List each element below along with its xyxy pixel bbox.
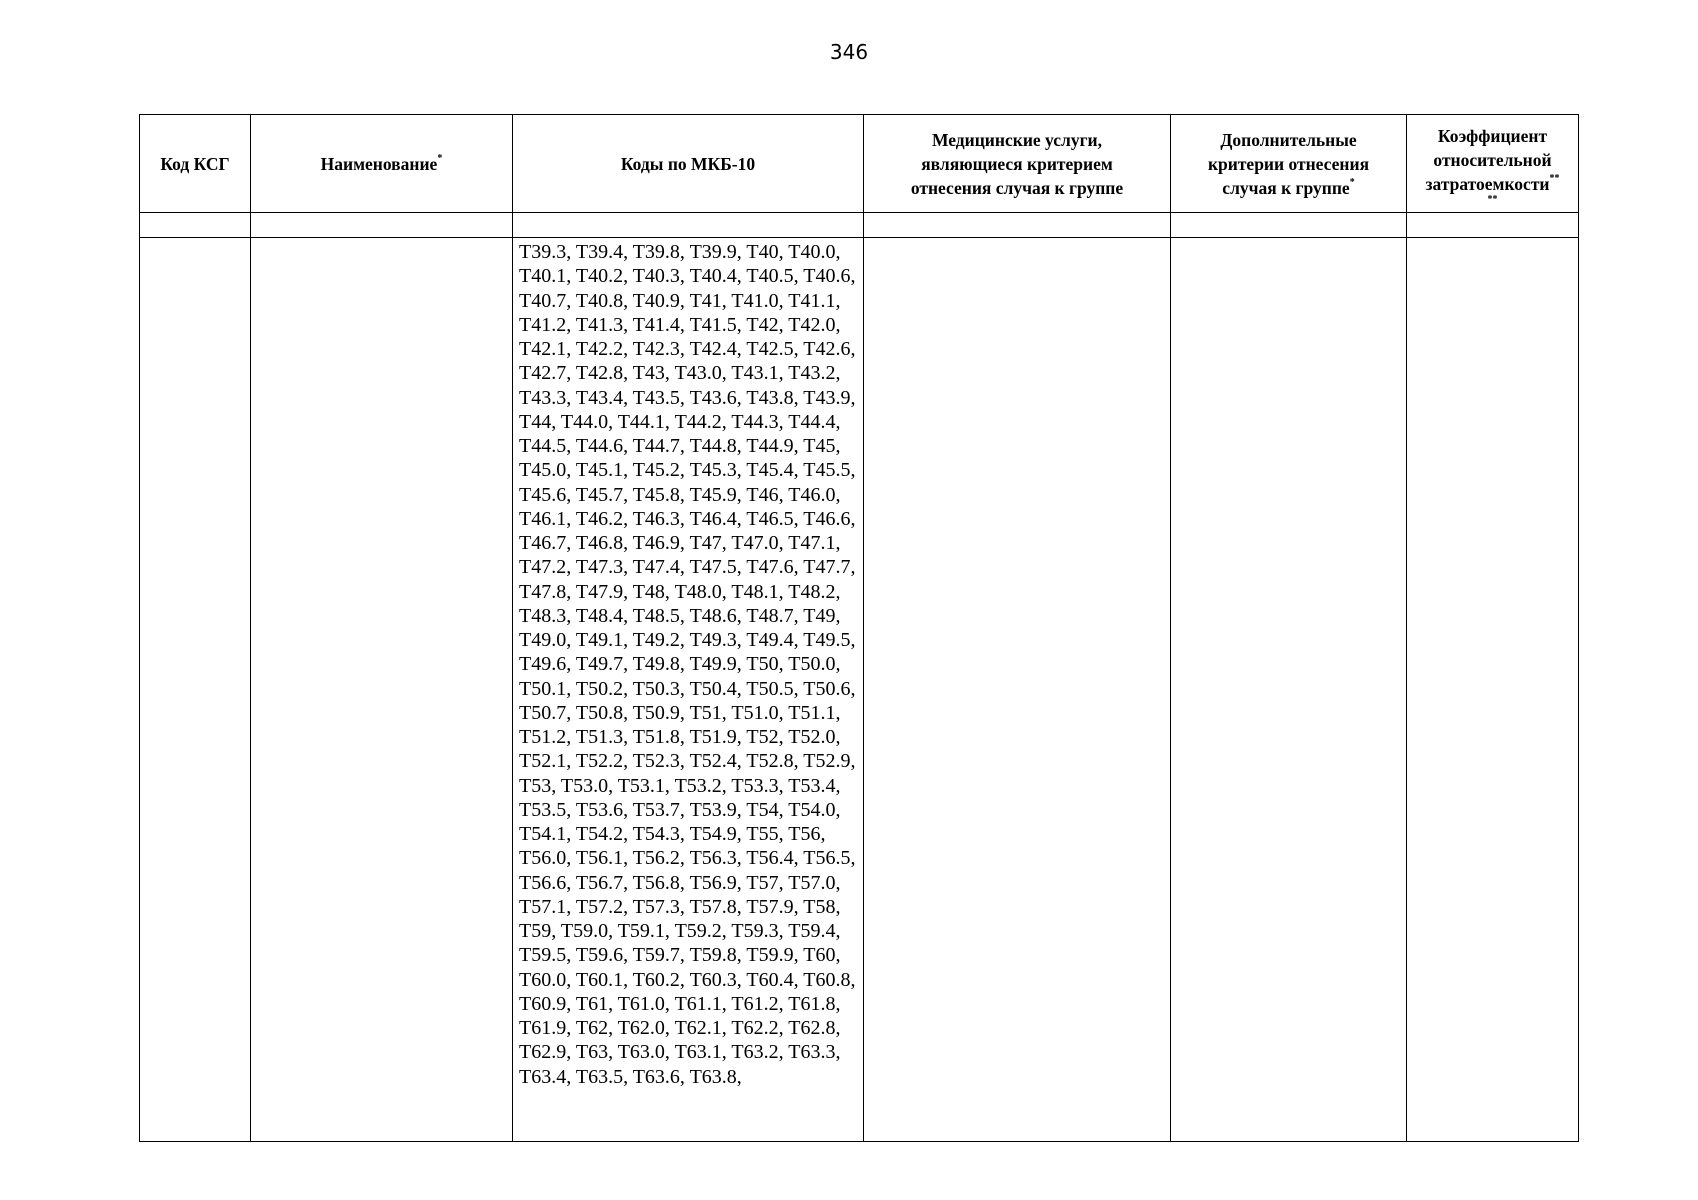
header-extra-criteria: Дополнительные критерии отнесения случая к группе*	[1171, 115, 1407, 213]
header-name: Наименование*	[251, 115, 513, 213]
footnote-mark: **	[1487, 193, 1498, 205]
header-ksg-code: Код КСГ	[140, 115, 251, 213]
page-number: 346	[829, 40, 869, 64]
spacer-cell	[251, 213, 513, 238]
cell-ksg-code	[140, 238, 251, 1142]
cell-services	[864, 238, 1171, 1142]
header-coefficient: Коэффициент относительной затратоемкости** **	[1407, 115, 1579, 213]
spacer-cell	[864, 213, 1171, 238]
spacer-cell	[1407, 213, 1579, 238]
cell-mkb-codes: T39.3, T39.4, T39.8, T39.9, T40, T40.0, T40.1, T40.2, T40.3, T40.4, T40.5, T40.6, T40.7, T40.8, T40.9, T41, T41.0, T41.1, T41.2, T41.3, T41.4, T41.5, T42, T42.0, T42.1, T42.2, T42.3, T42.4, T42.5, T42.6, T42.7, T42.8, T43, T43.0, T43.1, T43.2, T43.3, T43.4, T43.5, T43.6, T43.8, T43.9, T44, T44.0, T44.1, T44.2, T44.3, T44.4, T44.5, T44.6, T44.7, T44.8, T44.9, T45, T45.0, T45.1, T45.2, T45.3, T45.4, T45.5, T45.6, T45.7, T45.8, T45.9, T46, T46.0, T46.1, T46.2, T46.3, T46.4, T46.5, T46.6, T46.7, T46.8, T46.9, T47, T47.0, T47.1, T47.2, T47.3, T47.4, T47.5, T47.6, T47.7, T47.8, T47.9, T48, T48.0, T48.1, T48.2, T48.3, T48.4, T48.5, T48.6, T48.7, T49, T49.0, T49.1, T49.2, T49.3, T49.4, T49.5, T49.6, T49.7, T49.8, T49.9, T50, T50.0, T50.1, T50.2, T50.3, T50.4, T50.5, T50.6, T50.7, T50.8, T50.9, T51, T51.0, T51.1, T51.2, T51.3, T51.8, T51.9, T52, T52.0, T52.1, T52.2, T52.3, T52.4, T52.8, T52.9, T53, T53.0, T53.1, T53.2, T53.3, T53.4, T53.5, T53.6, T53.7, T53.9, T54, T54.0, T54.1, T54.2, T54.3, T54.9, T55, T56, T56.0, T56.1, T56.2, T56.3, T56.4, T56.5, T56.6, T56.7, T56.8, T56.9, T57, T57.0, T57.1, T57.2, T57.3, T57.8, T57.9, T58, T59, T59.0, T59.1, T59.2, T59.3, T59.4, T59.5, T59.6, T59.7, T59.8, T59.9, T60, T60.0, T60.1, T60.2, T60.3, T60.4, T60.8, T60.9, T61, T61.0, T61.1, T61.2, T61.8, T61.9, T62, T62.0, T62.1, T62.2, T62.8, T62.9, T63, T63.0, T63.1, T63.2, T63.3, T63.4, T63.5, T63.6, T63.8,	[513, 238, 864, 1142]
footnote-mark: *	[1349, 176, 1355, 188]
footnote-mark: **	[1549, 172, 1560, 184]
table-header-row	[140, 115, 1579, 213]
cell-coefficient	[1407, 238, 1579, 1142]
spacer-cell	[140, 213, 251, 238]
spacer-cell	[513, 213, 864, 238]
ksg-table	[139, 114, 1579, 1142]
header-spacer-row	[140, 213, 1579, 238]
footnote-mark: *	[437, 152, 443, 164]
table-row	[140, 238, 1579, 1142]
cell-name	[251, 238, 513, 1142]
header-mkb-codes: Коды по МКБ-10	[513, 115, 864, 213]
cell-extra-criteria	[1171, 238, 1407, 1142]
header-services: Медицинские услуги, являющиеся критерием отнесения случая к группе	[864, 115, 1171, 213]
spacer-cell	[1171, 213, 1407, 238]
